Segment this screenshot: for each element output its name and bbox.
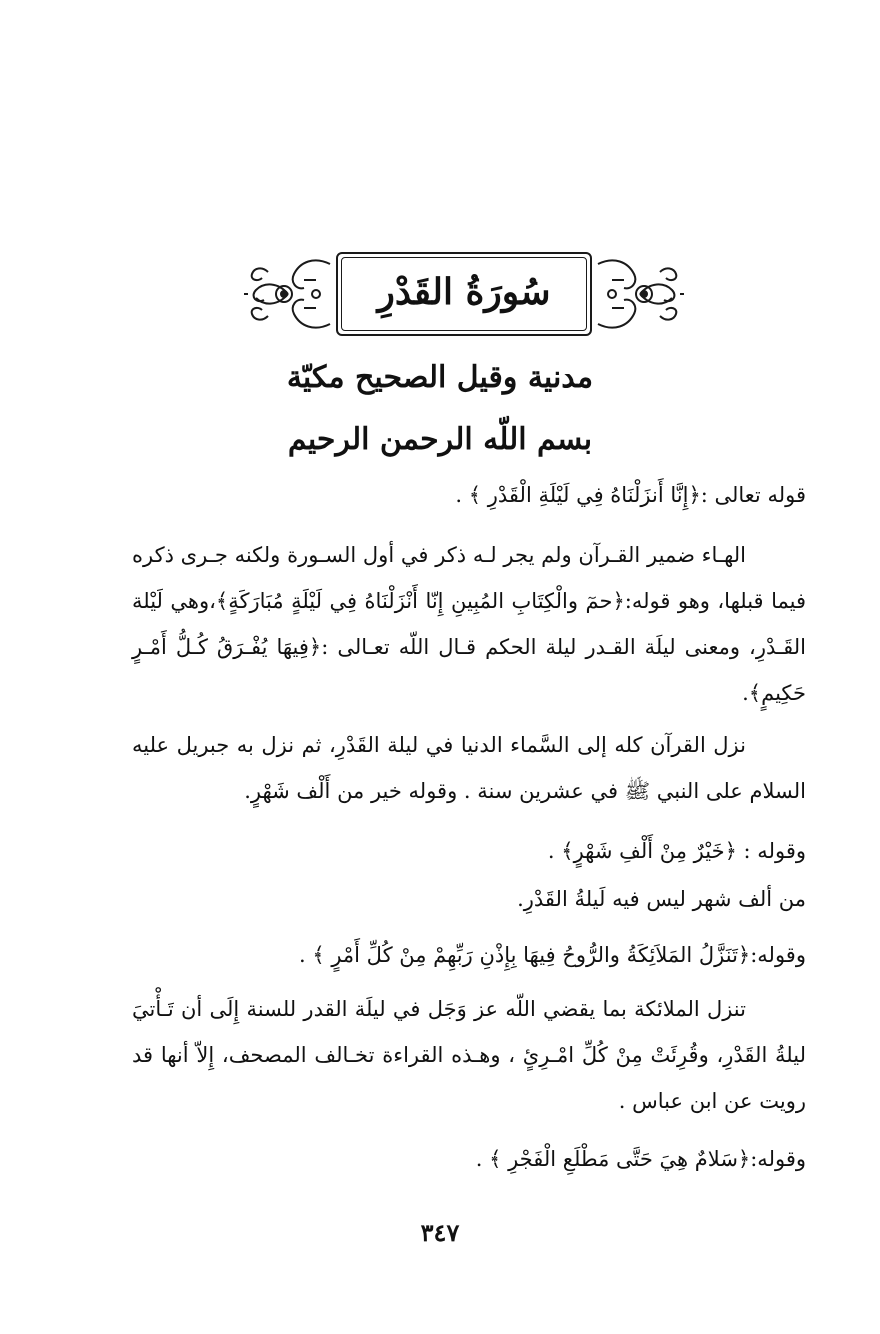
title-box bbox=[336, 252, 592, 336]
basmala: بسم اللّه الرحمن الرحيم bbox=[287, 422, 593, 457]
page-number: ٣٤٧ bbox=[420, 1218, 460, 1247]
paragraph-3-text: نزل القرآن كله إلى السَّماء الدنيا في ليلة القَدْرِ، ثم نزل به جبريل عليه السلام على النبي ﷺ في عشرين سنة . وقوله خير من أَلْف شَهْرٍ. bbox=[132, 733, 806, 803]
paragraph-6: وقوله:﴿تَنَزَّلُ المَلاَئِكَةُ والرُّوحُ فِيهَا بِإِذْنِ رَبِّهِمْ مِنْ كُلِّ أَمْرٍ ﴾ . bbox=[298, 943, 806, 967]
paragraph-7-text: تنزل الملائكة بما يقضي اللّه عز وَجَل في ليلَة القدر للسنة إِلَى أن تَـأْتيَ ليلةُ القَدْرِ، وقُرِئَتْ مِنْ كُلِّ امْـرِئٍ ، وهـذه القراءة تخـالف المصحف، إِلاّ أنها قد رويت عن ابن عباس . bbox=[132, 997, 806, 1113]
paragraph-8: وقوله:﴿سَلامٌ هِيَ حَتَّى مَطْلَعِ الْفَجْرِ ﴾ . bbox=[475, 1147, 806, 1171]
revelation-note: مدنية وقيل الصحيح مكيّة bbox=[286, 360, 594, 395]
surah-title: سُورَةُ القَدْرِ bbox=[377, 271, 551, 313]
paragraph-2-text: الهـاء ضمير القـرآن ولم يجر لـه ذكر في أول السـورة ولكنه جـرى ذكره فيما قبلها، وهو قوله:﴿حمٓ والْكِتَابِ المُبِينِ إِنّا أَنْزَلْنَاهُ فِي لَيْلَةٍ مُبَارَكَةٍ﴾،وهي لَيْلة القَـدْرِ، ومعنى ليلَة القـدر ليلة الحكم قـال اللّه تعـالى :﴿فِيهَا يُفْـرَقُ كُـلُّ أَمْـرٍ حَكِيمٍ﴾. bbox=[132, 543, 806, 705]
paragraph-3 bbox=[132, 722, 806, 814]
paragraph-5: من ألف شهر ليس فيه لَيلةُ القَدْرِ. bbox=[517, 887, 806, 911]
paragraph-1: قوله تعالى :﴿إِنَّا أَنزَلْنَاهُ فِي لَيْلَةِ الْقَدْرِ ﴾ . bbox=[455, 483, 806, 507]
paragraph-4: وقوله : ﴿خَيْرٌ مِنْ أَلْفِ شَهْرٍ﴾ . bbox=[547, 839, 806, 863]
floral-ornament-icon bbox=[596, 252, 684, 336]
paragraph-2 bbox=[132, 532, 806, 716]
floral-ornament-icon bbox=[244, 252, 332, 336]
paragraph-7 bbox=[132, 986, 806, 1124]
surah-title-frame bbox=[244, 248, 684, 344]
